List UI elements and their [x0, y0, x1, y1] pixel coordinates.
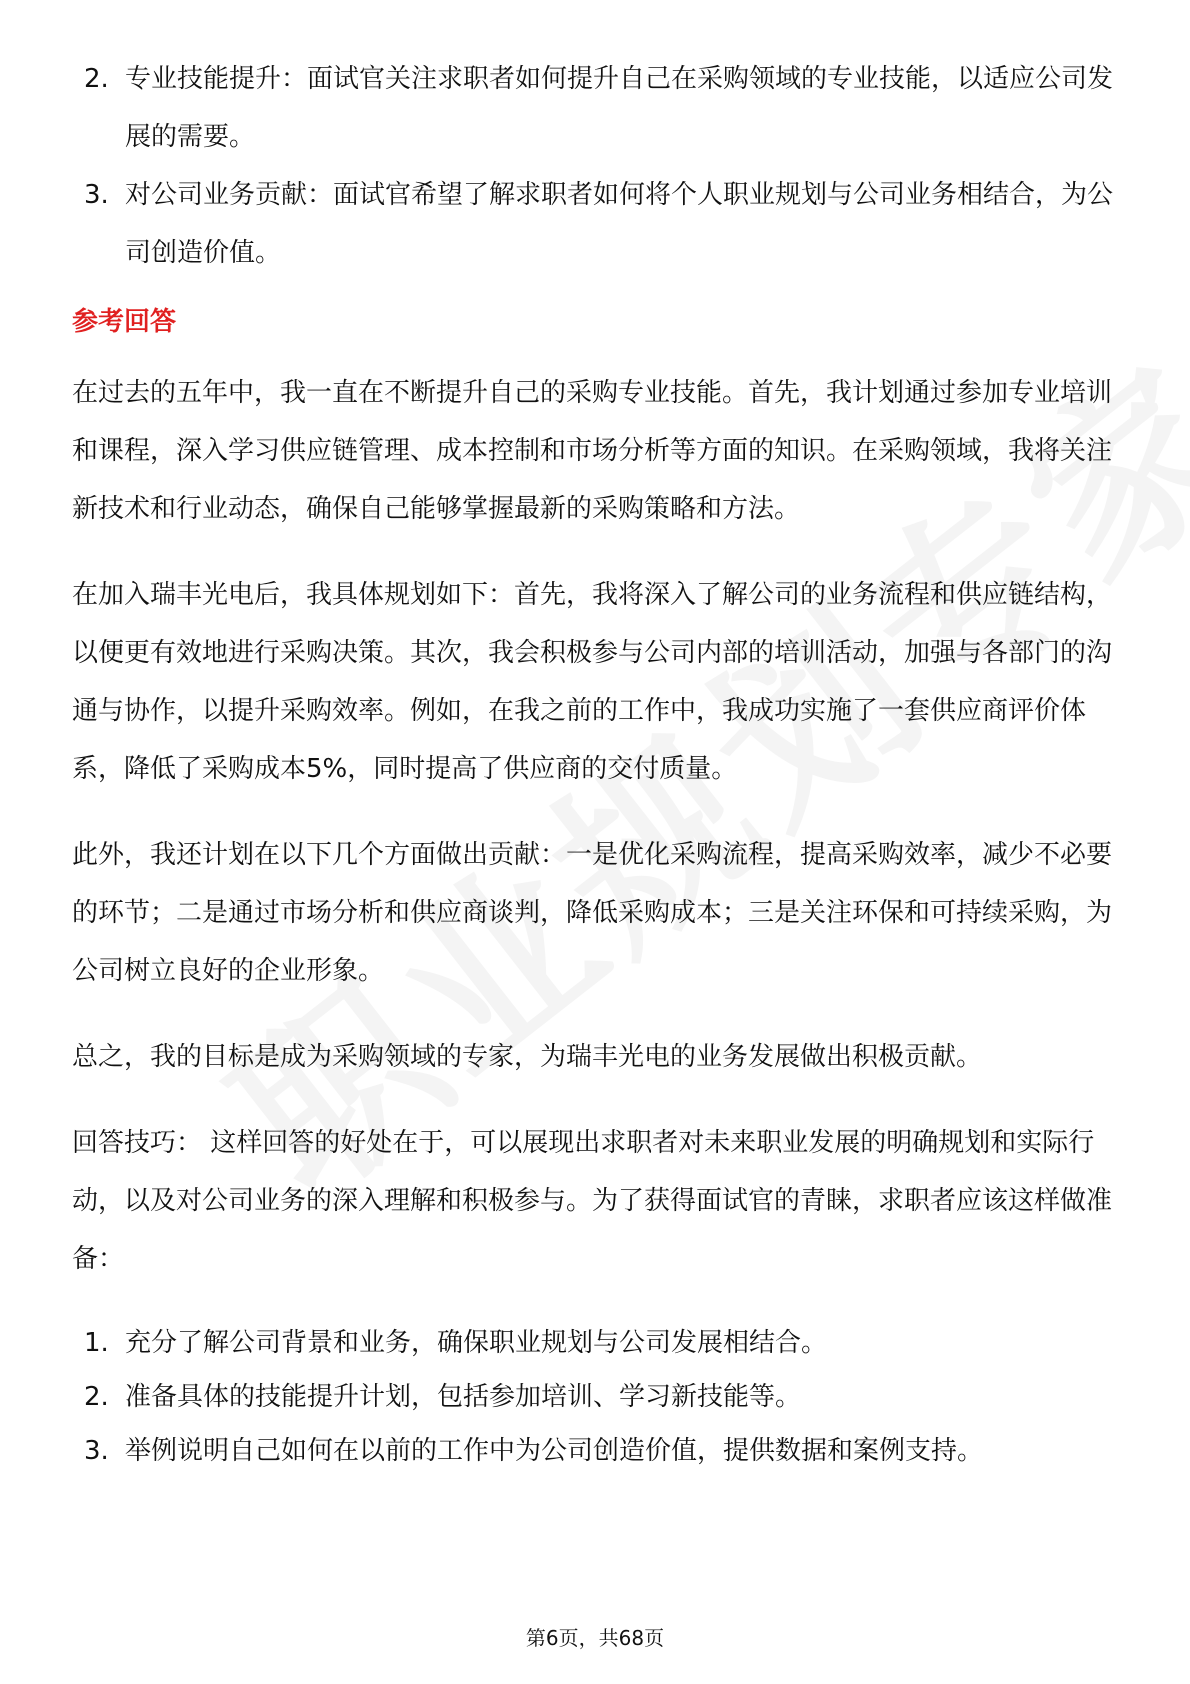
page-content	[72, 50, 1122, 1478]
list-item-text: 准备具体的技能提升计划，包括参加培训、学习新技能等。	[125, 1382, 802, 1412]
intro-list	[72, 50, 1122, 282]
list-item-number: 2.	[84, 64, 109, 94]
list-item	[72, 1370, 1122, 1424]
paragraph: 此外，我还计划在以下几个方面做出贡献：一是优化采购流程，提高采购效率，减少不必要的环节；二是通过市场分析和供应商谈判，降低采购成本；三是关注环保和可持续采购，为公司树立良好的企业形象。	[72, 840, 1113, 986]
list-item	[72, 50, 1122, 166]
list-item	[72, 1316, 1122, 1370]
list-item-number: 3.	[84, 1436, 109, 1466]
page-footer: 第6页，共68页	[525, 1626, 665, 1650]
list-item-number: 2.	[84, 1382, 109, 1412]
tips-list	[72, 1316, 1122, 1478]
list-item-text: 对公司业务贡献：面试官希望了解求职者如何将个人职业规划与公司业务相结合，为公司创造价值。	[125, 180, 1114, 268]
section-title: 参考回答	[72, 307, 177, 337]
list-item	[72, 1424, 1122, 1478]
answer-tips-paragraph: 回答技巧： 这样回答的好处在于，可以展现出求职者对未来职业发展的明确规划和实际行动，以及对公司业务的深入理解和积极参与。为了获得面试官的青睐，求职者应该这样做准备：	[72, 1128, 1113, 1274]
list-item-number: 1.	[84, 1328, 109, 1358]
paragraph: 在过去的五年中，我一直在不断提升自己的采购专业技能。首先，我计划通过参加专业培训和课程，深入学习供应链管理、成本控制和市场分析等方面的知识。在采购领域，我将关注新技术和行业动态，确保自己能够掌握最新的采购策略和方法。	[72, 378, 1113, 524]
paragraph: 总之，我的目标是成为采购领域的专家，为瑞丰光电的业务发展做出积极贡献。	[72, 1042, 983, 1072]
list-item-number: 3.	[84, 180, 109, 210]
list-item-text: 专业技能提升：面试官关注求职者如何提升自己在采购领域的专业技能，以适应公司发展的需要。	[125, 64, 1114, 152]
list-item-text: 充分了解公司背景和业务，确保职业规划与公司发展相结合。	[125, 1328, 828, 1358]
list-item-text: 举例说明自己如何在以前的工作中为公司创造价值，提供数据和案例支持。	[125, 1436, 984, 1466]
paragraph: 在加入瑞丰光电后，我具体规划如下：首先，我将深入了解公司的业务流程和供应链结构，以便更有效地进行采购决策。其次，我会积极参与公司内部的培训活动，加强与各部门的沟通与协作，以提升采购效率。例如，在我之前的工作中，我成功实施了一套供应商评价体系，降低了采购成本5%，同时提高了供应商的交付质量。	[72, 580, 1113, 784]
list-item	[72, 166, 1122, 282]
